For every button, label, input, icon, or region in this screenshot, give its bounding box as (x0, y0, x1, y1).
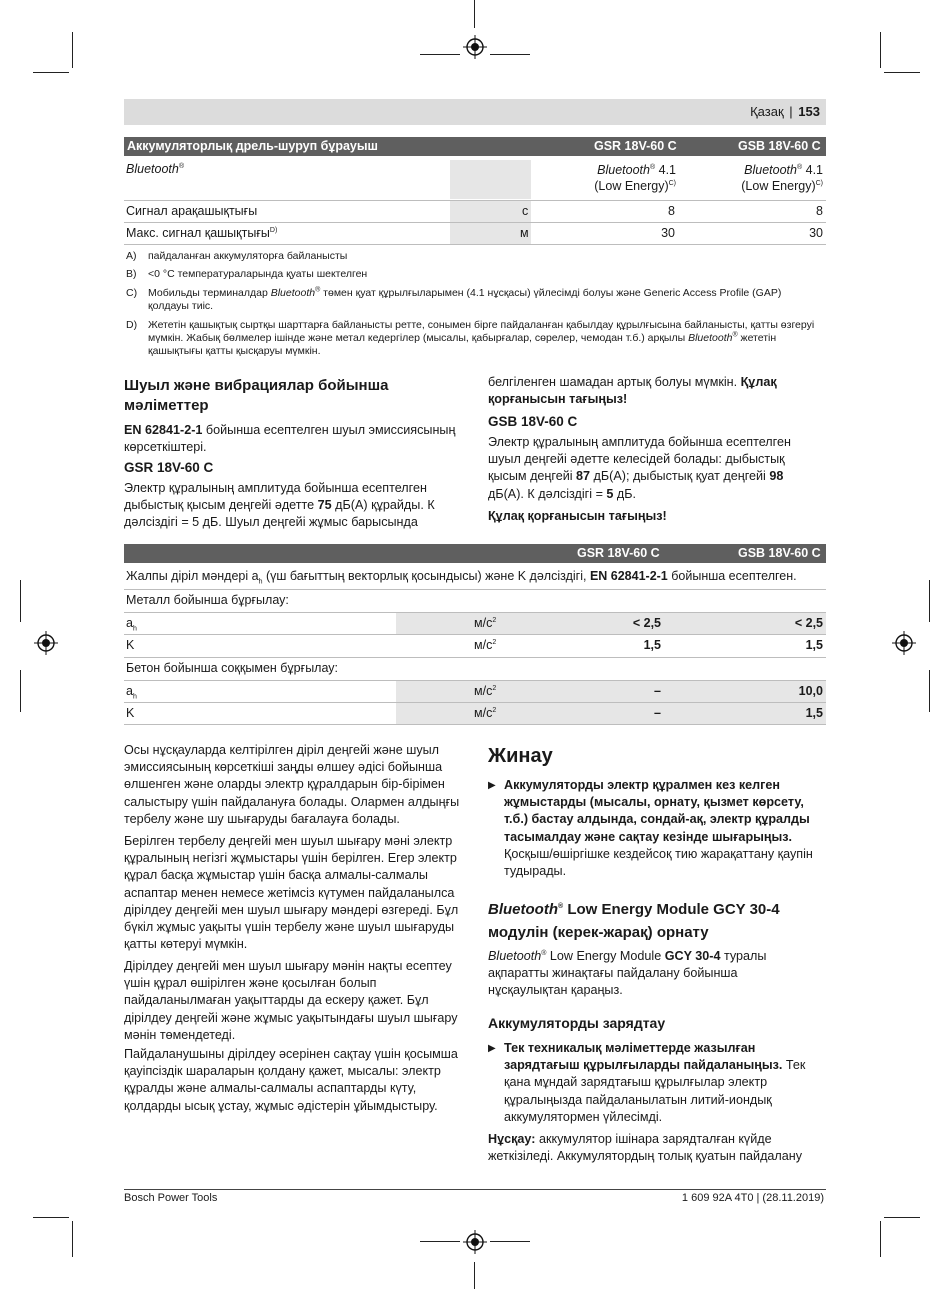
triangle-bullet-icon: ▶ (488, 1043, 496, 1054)
assembly-heading: Жинау (488, 745, 553, 767)
range-unit: м (520, 226, 529, 240)
table1-col-gsb: GSB 18V-60 C (738, 139, 821, 153)
bluetooth-value-gsb: Bluetooth® 4.1 (Low Energy)$^{C)}$ (741, 163, 823, 193)
battery-removal-instruction: ▶ Аккумуляторды электр құралмен кез келген жұмыстарды (мысалы, орнату, қызмет көрсету, т.б.) бастау алдында, сондай-ақ, электр құралды тасымалдау және сақтау кезінде шығарыңыз. Қосқыш/өшіргішке кездейсоқ тию жарақаттану қаупін тудырады. (488, 778, 813, 879)
crop-mark (33, 72, 69, 73)
table1-row-bluetooth: Bluetooth® Bluetooth® 4.1 (Low Energy)$^{C)}$ Bluetooth® 4.1 (Low Energy)$^{C)}$ (126, 162, 823, 193)
registration-mark-icon (892, 631, 916, 655)
bluetooth-module-paragraph: Bluetooth® Low Energy Module GCY 30-4 туралы ақпаратты жинақтағы пайдалану бойынша нұсқаулықтан қараңыз. (488, 949, 767, 998)
bluetooth-label: Bluetooth (126, 162, 179, 176)
registration-mark-icon (34, 631, 58, 655)
crop-mark (884, 72, 920, 73)
page-number: 153 (798, 104, 820, 119)
bluetooth-value-gsr: Bluetooth® 4.1 (Low Energy)$^{C)}$ (594, 163, 676, 193)
crop-mark (929, 580, 930, 622)
noise-continuation: белгіленген шамадан артық болуы мүмкін. Құлақ қорғанысын тағыңыз! (488, 375, 777, 407)
left-paragraph-1: Осы нұсқауларда келтірілген діріл деңгейі және шуыл эмиссиясының көрсеткіші заңды өлшеу әдісі бойынша өлшенген және оларды электр құралдарын бір-бірімен салыстыру үшін пайдалануға болады. Олармен алдыңғы тербелу және шу шығаруды бағалауға болады. (124, 743, 460, 826)
footer-rule (124, 1189, 826, 1190)
range-gsb: 30 (809, 226, 823, 240)
charging-heading: Аккумуляторды зарядтау (488, 1015, 666, 1031)
table2-col-gsr: GSR 18V-60 C (577, 546, 660, 560)
charging-note: Нұсқау: аккумулятор ішінара зарядталған күйде жеткізіледі. Аккумулятордың толық қуатын пайдалану (488, 1132, 803, 1164)
gsb-noise-paragraph: Электр құралының амплитуда бойынша есептелген шуыл деңгейі әдетте келесідей болады: дыбыстық қысым деңгейі 87 дБ(A); дыбыстық қуат деңгейі 98 дБ(A). К дәлсіздігі = 5 дБ. (488, 435, 791, 501)
table1-row-range: Макс. сигнал қашықтығы$^{D)}$ м 30 30 (126, 226, 823, 240)
triangle-bullet-icon: ▶ (488, 780, 496, 791)
range-label: Макс. сигнал қашықтығы (126, 226, 270, 240)
crop-mark (20, 580, 21, 622)
crop-mark (474, 0, 475, 28)
registration-mark-icon (463, 1230, 487, 1254)
table1-title: Аккумуляторлық дрель-шуруп бұрауыш (127, 139, 378, 153)
registration-mark-icon (463, 35, 487, 59)
noise-heading: Шуыл және вибрациялар бойынша мәліметтер (124, 377, 389, 414)
crop-mark (420, 1241, 460, 1242)
footer-left: Bosch Power Tools (124, 1192, 218, 1204)
noise-en-paragraph: EN 62841-2-1 бойынша есептелген шуыл эмиссиясының көрсеткіштері. (124, 423, 456, 455)
left-paragraph-4: Пайдаланушыны дірілдеу әсерінен сақтау үшін қосымша қауіпсіздік шараларын қолдану қажет, мысалы: электр құралды және алмалы-салмалы аспаптарды күту, қолдарды ысық ұстау, жұмыс әдістерін ұйымдыстыру. (124, 1047, 458, 1113)
gsr-noise-paragraph: Электр құралының амплитуда бойынша есептелген дыбыстық қысым деңгейі әдетте 75 дБ(A) құрайды. К дәлсіздігі = 5 дБ. Шуыл деңгейі жұмыс барысында (124, 481, 435, 530)
table2-header-row (124, 544, 826, 563)
signal-gsr: 8 (668, 204, 675, 218)
crop-mark (72, 32, 73, 68)
table-rule (124, 657, 826, 658)
signal-unit: с (522, 204, 529, 218)
header-language: Қазақ (750, 104, 784, 119)
crop-mark (420, 54, 460, 55)
ear-protection-warning: Құлақ қорғанысын тағыңыз! (488, 509, 667, 523)
bluetooth-module-heading: Bluetooth® Low Energy Module GCY 30-4 модулін (керек-жарақ) орнату (488, 901, 780, 941)
crop-mark (884, 1217, 920, 1218)
signal-label: Сигнал арақашықтығы (126, 204, 258, 218)
crop-mark (880, 32, 881, 68)
footer-right: 1 609 92A 4T0 | (28.11.2019) (681, 1192, 824, 1204)
crop-mark (20, 670, 21, 712)
table-rule (124, 589, 826, 590)
page-header: Қазақ | 153 (750, 104, 820, 119)
left-paragraph-3: Дірілдеу деңгейі мен шуыл шығару мәнін нақты есептеу үшін құрал өшірілген және қосылған болып пайдаланылмаған уақыттарды да ескеру қажет. Бұл дірілдеу деңгейі және жұмыс уақытындағы шуыл шығару мәнін төмендетеді. (124, 959, 458, 1042)
signal-gsb: 8 (816, 204, 823, 218)
gsr-noise-heading: GSR 18V-60 C (124, 460, 214, 475)
table-rule (124, 724, 826, 725)
table-rule (124, 634, 826, 635)
range-gsr: 30 (661, 226, 675, 240)
charger-instruction: ▶ Тек техникалық мәліметтерде жазылған зарядтағыш құрылғыларды пайдаланыңыз. Тек қана мұндай зарядтағыш құрылғылар электр құралыңызда пайдаланылатын литий-иондық аккумулятормен үйлесімді. (488, 1041, 806, 1124)
left-paragraph-2: Берілген тербелу деңгейі мен шуыл шығару мәні электр құралының негізгі жұмыстары үшін берілген. Егер электр құрал басқа жұмыстар үшін басқа алмалы-салмалы аспаптар менен немесе жетімсіз күтумен пайдаланылса дірілдеу деңгейі мен шуыл шығару мәндері өзгереді. Бұл бүкіл жұмыс уақыты үшін тербелу және шуыл шығаруды қатты көтеруі мүмкін. (124, 834, 459, 952)
crop-mark (474, 1262, 475, 1289)
crop-mark (880, 1221, 881, 1257)
table-rule (124, 244, 826, 245)
crop-mark (929, 670, 930, 712)
crop-mark (33, 1217, 69, 1218)
table1-header-row (124, 137, 826, 156)
table1-row-signal (124, 204, 826, 222)
crop-mark (490, 1241, 530, 1242)
table2-col-gsb: GSB 18V-60 C (738, 546, 821, 560)
gsb-noise-heading: GSB 18V-60 C (488, 414, 578, 429)
crop-mark (72, 1221, 73, 1257)
table1-col-gsr: GSR 18V-60 C (594, 139, 677, 153)
crop-mark (490, 54, 530, 55)
